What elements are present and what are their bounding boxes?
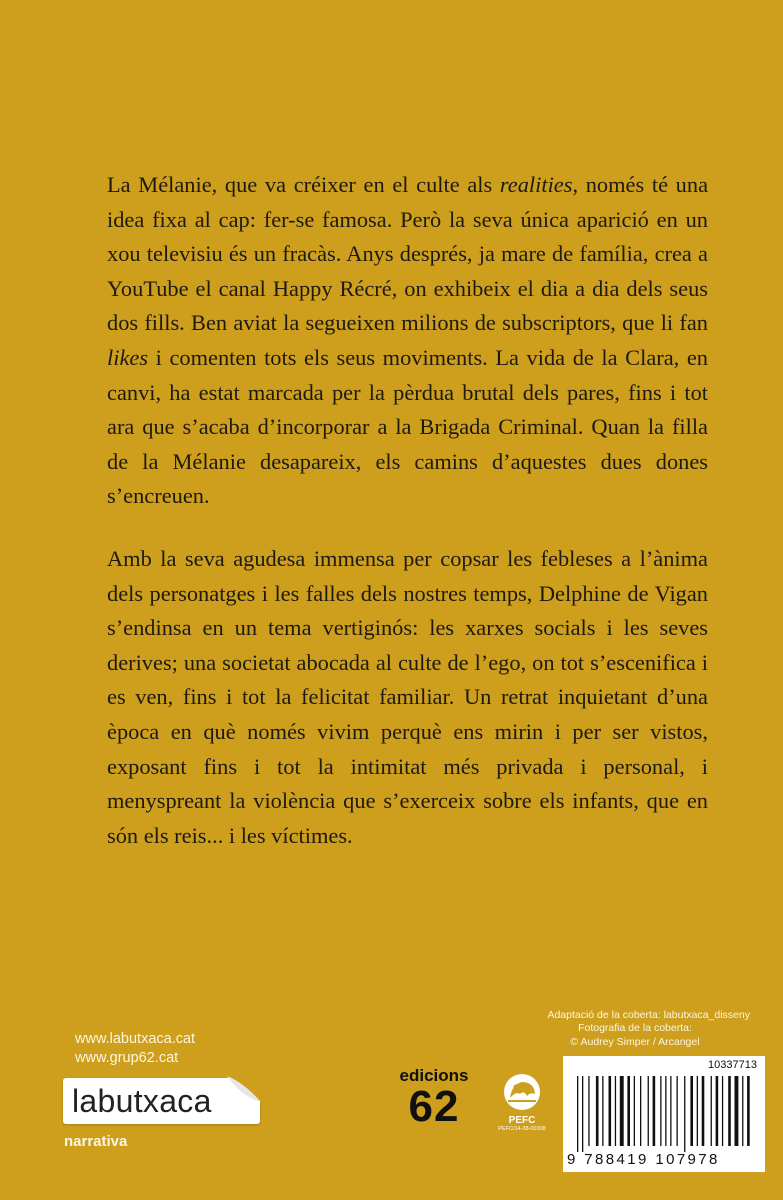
edicions-62-logo [393,1067,475,1129]
publisher-number: 62 [408,1082,460,1131]
pefc-label: PEFC [508,1115,536,1126]
collection-label: narrativa [64,1133,128,1150]
back-cover-blurb [107,168,708,853]
barcode-bar [697,1076,698,1146]
barcode-bar [702,1076,705,1146]
barcode-bar [620,1076,624,1146]
barcode-bar [653,1076,656,1146]
barcode-bar [716,1076,719,1146]
blurb-paragraph-2: Amb la seva agudesa immensa per copsar les febleses a l’ànima dels personatges i les falles dels nostres temps, Delphine de Vigan s’endinsa en un tema vertiginós: les xarxes socials i les seves derives; una societat abocada al culte de l’ego, on tot s’escenifica i es ven, fins i tot la felicitat familiar. Un retrat inquietant d’una època en què només vivim perquè ens mirin i per ser vistos, exposant fins i tot la intimitat més privada i personal, i menyspreant la violència que s’exerceix sobre els infants, que en són els reis... i les víctimes. [107,545,708,848]
barcode-bar [677,1076,678,1146]
barcode-bar [660,1076,661,1146]
barcode-bar [588,1076,589,1146]
labutxaca-url[interactable]: www.labutxaca.cat [75,1031,196,1047]
blurb-italic-text: realities [499,172,573,197]
barcode-bar [596,1076,599,1146]
barcode-bar [640,1076,641,1146]
barcode-bar [615,1076,616,1146]
barcode-bar [722,1076,723,1146]
barcode-bar [609,1076,612,1146]
labutxaca-logo-text: labutxaca [72,1083,212,1119]
internal-code: 10337713 [708,1059,757,1071]
barcode-bar [582,1076,583,1152]
blurb-text: , només té una idea fixa al cap: fer-se famosa. Però la seva única aparició en un xou televisiu és un fracàs. Anys després, ja mare de família, crea a YouTube el canal Happy Récré, on exhibeix el dia a dia dels seus dos fills. Ben aviat la segueixen milions de subscriptors, que li fan [107,172,709,336]
barcode-bar [684,1076,685,1152]
barcode-bar [747,1076,750,1146]
isbn-digits: 9 788419 107978 [567,1151,720,1168]
barcode-bar [735,1076,739,1146]
grup62-url[interactable]: www.grup62.cat [75,1050,179,1066]
barcode-bar [602,1076,603,1146]
barcode-bar [742,1076,743,1146]
barcode-bar [627,1076,630,1146]
pefc-code: PEFC/14-38-00308 [498,1126,546,1132]
publisher-name: edicions [399,1066,469,1085]
cover-credits [520,1009,750,1049]
barcode-bar [634,1076,635,1146]
barcode-bar [670,1076,671,1146]
barcode-bar [577,1076,578,1152]
blurb-text: i comenten tots els seus moviments. La vida de la Clara, en canvi, ha estat marcada per la pèrdua brutal dels pares, fins i tot ara que s’acaba d’incorporar a la Brigada Criminal. Quan la filla de la Mélanie desapareix, els camins d’aquestes dues dones s’encreuen. [107,344,708,509]
page-curl-icon [227,1076,261,1102]
website-links [75,1030,195,1068]
cover-photo-credit-label: Fotografia de la coberta: [578,1022,692,1035]
cover-photo-credit: © Audrey Simper / Arcangel [570,1035,700,1048]
barcode-bar [665,1076,666,1146]
barcode-bar [728,1076,731,1146]
barcode-bar [690,1076,693,1146]
pefc-tree-icon [494,1072,550,1112]
pefc-logo [494,1072,550,1132]
barcode-bar [648,1076,649,1146]
barcode-bars [577,1076,753,1152]
labutxaca-logo [63,1078,260,1124]
cover-design-credit: Adaptació de la coberta: labutxaca_disseny [547,1009,750,1021]
blurb-paragraph-1 [107,168,708,514]
isbn-barcode [563,1056,765,1172]
barcode-bar [711,1076,712,1146]
blurb-text: La Mélanie, que va créixer en el culte als [107,172,500,197]
blurb-italic-text: likes [107,344,149,370]
